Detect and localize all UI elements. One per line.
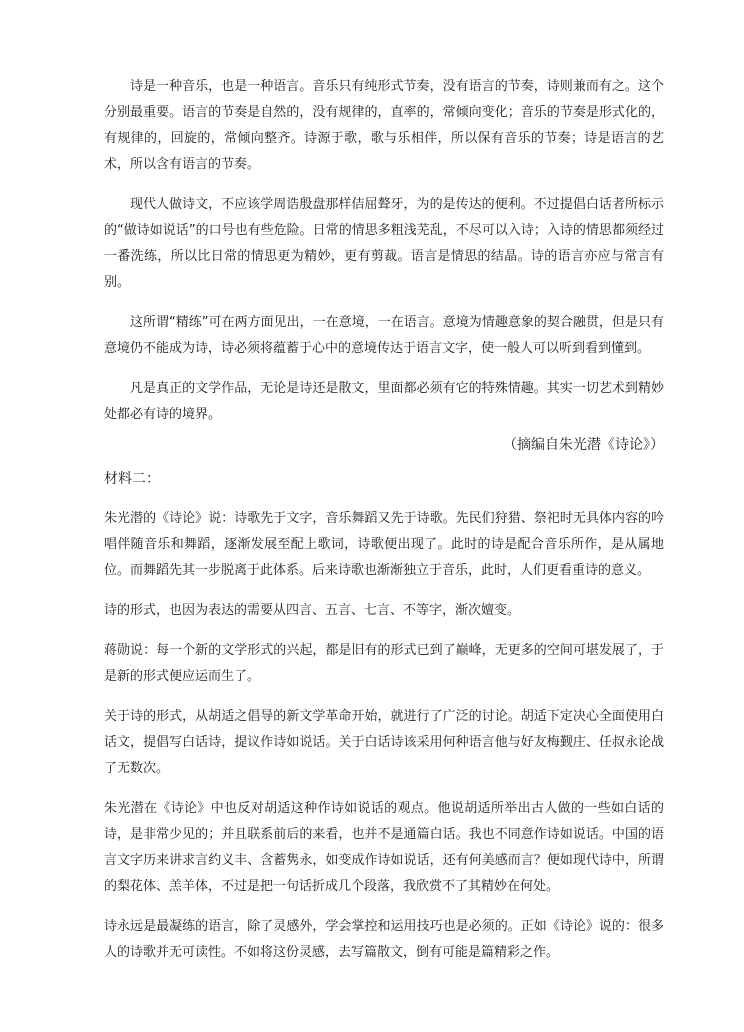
document-page	[104, 74, 664, 966]
material1-paragraph-3: 这所谓“精练”可在两方面见出，一在意境，一在语言。意境为情趣意象的契合融贯，但是只有意境仍不能成为诗，诗必须将蕴蓄于心中的意境传达于语言文字，使一般人可以听到看到懂到。	[104, 315, 664, 356]
material2-paragraph-4: 关于诗的形式，从胡适之倡导的新文学革命开始，就进行了广泛的讨论。胡适下定决心全面使用白话文，提倡写白话诗，提议作诗如说话。关于白话诗该采用何种语言他与好友梅觐庄、任叔永论战了无数次。	[104, 709, 664, 776]
material1-paragraph-4: 凡是真正的文学作品，无论是诗还是散文，里面都必须有它的特殊情趣。其实一切艺术到精妙处都必有诗的境界。	[104, 381, 664, 422]
material2-heading: 材料二：	[104, 471, 160, 487]
material2-paragraph-3: 蒋勋说：每一个新的文学形式的兴起，都是旧有的形式已到了巅峰，无更多的空间可堪发展了，于是新的形式便应运而生了。	[104, 643, 664, 684]
material2-paragraph-6: 诗永远是最凝练的语言，除了灵感外，学会掌控和运用技巧也是必须的。正如《诗论》说的：很多人的诗歌并无可读性。不如将这份灵感，去写篇散文，倒有可能是篇精彩之作。	[104, 919, 664, 960]
material1-paragraph-2: 现代人做诗文，不应该学周诰殷盘那样佶屈聱牙，为的是传达的便利。不过提倡白话者所标示的“做诗如说话”的口号也有些危险。日常的情思多粗浅芜乱，不尽可以入诗；入诗的情思都须经过一番洗练，所以比日常的情思更为精妙，更有剪裁。语言是情思的结晶。诗的语言亦应与常言有别。	[104, 197, 664, 290]
material2-paragraph-5: 朱光潜在《诗论》中也反对胡适这种作诗如说话的观点。他说胡适所举出古人做的一些如白话的诗，是非常少见的；并且联系前后的来看，也并不是通篇白话。我也不同意作诗如说话。中国的语言文字历来讲求言约义丰、含蓄隽永，如变成作诗如说话，还有何美感而言？便如现代诗中，所谓的梨花体、羔羊体，不过是把一句话折成几个段落，我欣赏不了其精妙在何处。	[104, 801, 664, 894]
material1-source: （摘编自朱光潜《诗论》）	[503, 437, 664, 453]
material1-paragraph-1: 诗是一种音乐，也是一种语言。音乐只有纯形式节奏，没有语言的节奏，诗则兼而有之。这个分别最重要。语言的节奏是自然的，没有规律的，直率的，常倾向变化；音乐的节奏是形式化的，有规律的，回旋的，常倾向整齐。诗源于歌，歌与乐相伴，所以保有音乐的节奏；诗是语言的艺术，所以含有语言的节奏。	[104, 79, 664, 172]
material2-paragraph-1: 朱光潜的《诗论》说：诗歌先于文字，音乐舞蹈又先于诗歌。先民们狩猎、祭祀时无具体内容的吟唱伴随音乐和舞蹈，逐渐发展至配上歌词，诗歌便出现了。此时的诗是配合音乐所作，是从属地位。而舞蹈先其一步脱离于此体系。后来诗歌也渐渐独立于音乐，此时，人们更看重诗的意义。	[104, 511, 664, 578]
material2-paragraph-2: 诗的形式，也因为表达的需要从四言、五言、七言、不等字，渐次嬗变。	[104, 603, 521, 618]
